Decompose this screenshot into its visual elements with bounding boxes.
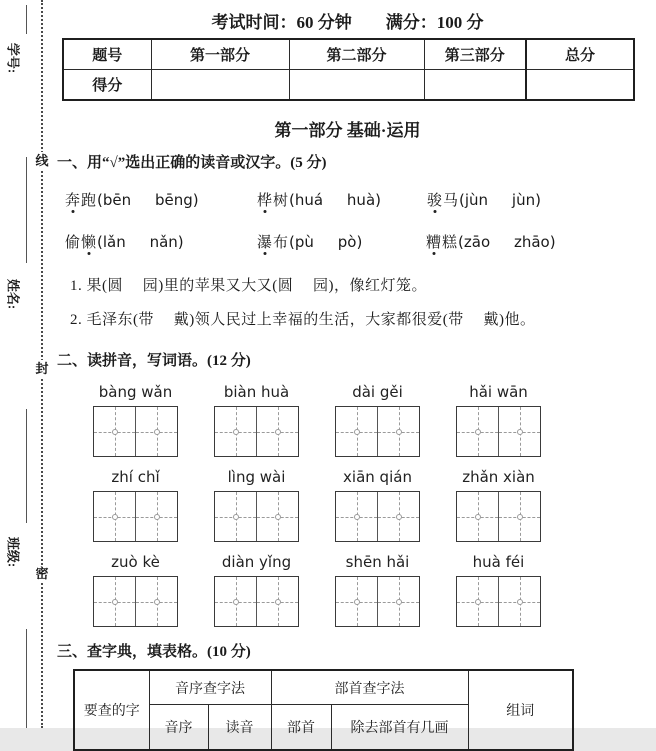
score-col-part3: 第三部分	[424, 39, 526, 70]
dict-col-zuci: 组词	[468, 670, 573, 750]
pinyin-options[interactable]: (jùn jùn)	[459, 191, 541, 209]
tested-char: 桦	[257, 189, 273, 210]
score-col-part2: 第二部分	[289, 39, 424, 70]
sentence-number: 1.	[70, 278, 83, 294]
exam-info-line: 考试时间：60 分钟 满分：100 分	[211, 13, 484, 32]
pinyin-label: hǎi wān	[469, 383, 528, 401]
writing-grid[interactable]	[456, 491, 541, 542]
score-cell-total[interactable]	[526, 70, 634, 101]
section2-heading: 二、读拼音，写词语。(12 分)	[57, 353, 251, 369]
section1-heading: 一、用“√”选出正确的读音或汉字。(5 分)	[57, 155, 327, 171]
part1-title: 第一部分 基础·运用	[274, 121, 421, 140]
pronunciation-item[interactable]	[65, 189, 199, 210]
writing-grid[interactable]	[456, 576, 541, 627]
tested-char: 骏	[427, 189, 443, 210]
dict-group-yinxu: 音序查字法	[149, 670, 271, 705]
sentence-1[interactable]	[70, 274, 427, 295]
writing-grid[interactable]	[335, 491, 420, 542]
writing-grid[interactable]	[93, 406, 178, 457]
word-char: 布	[273, 235, 290, 251]
word-char: 跑	[81, 193, 98, 209]
tested-char: 懒	[81, 231, 97, 252]
seal-char-xian: 线	[35, 153, 49, 168]
pronunciation-item[interactable]	[427, 189, 541, 210]
pronunciation-item[interactable]	[65, 231, 184, 252]
dict-sub-duyin: 读音	[208, 705, 271, 751]
tested-char: 瀑	[257, 231, 273, 252]
word-char: 偷	[65, 235, 82, 251]
tested-char: 奔	[65, 189, 81, 210]
margin-blank-line[interactable]	[26, 629, 27, 728]
pinyin-options[interactable]: (huá huà)	[289, 191, 381, 209]
score-cell-part1[interactable]	[151, 70, 289, 101]
dictionary-table	[73, 669, 574, 751]
writing-grid[interactable]	[214, 491, 299, 542]
sentence-text: 毛泽东(带 戴)领人民过上幸福的生活，大家都很爱(带 戴)他。	[86, 312, 536, 328]
tested-char: 糟	[426, 231, 442, 252]
seal-char-mi: 密	[35, 566, 49, 581]
pronunciation-item[interactable]	[426, 231, 556, 252]
name-blank-line[interactable]	[26, 157, 27, 263]
pronunciation-item[interactable]	[257, 189, 381, 210]
student-id-blank-line[interactable]	[26, 5, 27, 34]
dict-group-bushou: 部首查字法	[271, 670, 468, 705]
seal-char-feng: 封	[35, 361, 49, 376]
pinyin-options[interactable]: (bēn bēng)	[97, 191, 199, 209]
score-cell-part3[interactable]	[424, 70, 526, 101]
dict-sub-yinxu: 音序	[149, 705, 208, 751]
dict-sub-strokes: 除去部首有几画	[331, 705, 468, 751]
section3-heading: 三、查字典，填表格。(10 分)	[57, 644, 251, 660]
sentence-number: 2.	[70, 312, 83, 328]
pinyin-label: xiān qián	[343, 468, 412, 486]
writing-grid[interactable]	[456, 406, 541, 457]
writing-grid[interactable]	[93, 576, 178, 627]
word-char: 树	[273, 193, 290, 209]
class-blank-line[interactable]	[26, 409, 27, 523]
name-label: 姓名:	[5, 278, 21, 310]
score-col-total: 总分	[526, 39, 634, 70]
sentence-2[interactable]	[70, 308, 535, 329]
pinyin-label: shēn hǎi	[345, 553, 410, 571]
writing-grid[interactable]	[214, 406, 299, 457]
score-col-part1: 第一部分	[151, 39, 289, 70]
pinyin-label: zhǎn xiàn	[462, 468, 535, 486]
pronunciation-item[interactable]	[257, 231, 362, 252]
writing-grid[interactable]	[214, 576, 299, 627]
dict-col-char: 要查的字	[74, 670, 149, 750]
pinyin-options[interactable]: (pù pò)	[289, 233, 363, 251]
score-cell-part2[interactable]	[289, 70, 424, 101]
word-char: 马	[443, 193, 460, 209]
score-row-label: 得分	[63, 70, 151, 101]
pinyin-options[interactable]: (lǎn nǎn)	[97, 233, 184, 251]
class-label: 班级:	[5, 536, 21, 568]
writing-grid[interactable]	[335, 406, 420, 457]
pinyin-label: biàn huà	[223, 383, 290, 401]
pinyin-label: dài gěi	[352, 383, 403, 401]
pinyin-options[interactable]: (zāo zhāo)	[458, 233, 556, 251]
dict-sub-bushou: 部首	[271, 705, 331, 751]
sentence-text: 果(圆 园)里的苹果又大又(圆 园)，像红灯笼。	[86, 278, 427, 294]
student-id-label: 学号:	[5, 42, 21, 74]
pinyin-label: zuò kè	[111, 553, 160, 571]
pinyin-label: zhí chǐ	[111, 468, 160, 486]
pinyin-label: lìng wài	[227, 468, 286, 486]
word-char: 糕	[442, 235, 459, 251]
pinyin-label: diàn yǐng	[221, 553, 292, 571]
score-table	[62, 38, 635, 101]
writing-grid[interactable]	[335, 576, 420, 627]
pinyin-label: huà féi	[472, 553, 525, 571]
pinyin-label: bàng wǎn	[98, 383, 173, 401]
score-col-timu: 题号	[63, 39, 151, 70]
writing-grid[interactable]	[93, 491, 178, 542]
